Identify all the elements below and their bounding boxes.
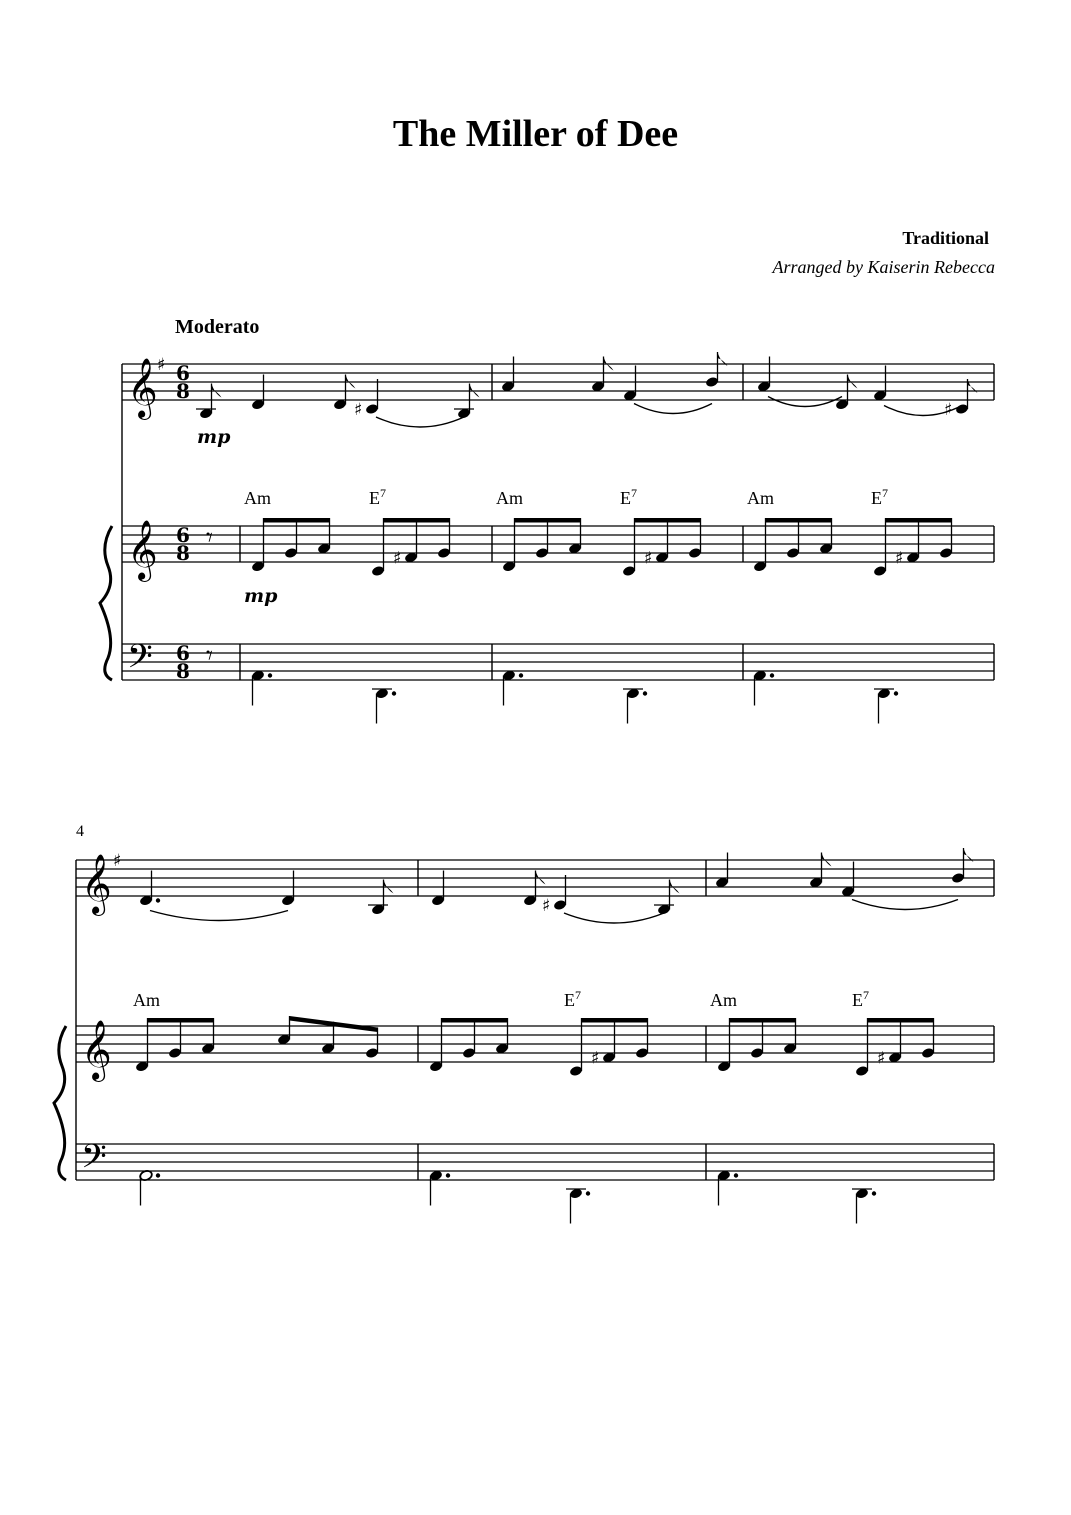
chord-symbol: Am: [496, 488, 523, 508]
beam: [442, 1018, 508, 1023]
time-signature-top: 6: [176, 641, 190, 665]
sharp-accidental: ♯: [354, 400, 363, 420]
time-signature-bottom: 8: [176, 541, 190, 565]
beam: [148, 1018, 214, 1023]
chord-symbol: Am: [747, 488, 774, 508]
beam: [582, 1018, 648, 1023]
dot: [894, 691, 898, 695]
piano-brace: [54, 1026, 66, 1180]
dot: [268, 673, 272, 677]
treble-clef: 𝄞: [127, 520, 158, 580]
dot: [872, 1191, 876, 1195]
tie: [634, 404, 712, 414]
dot: [446, 1173, 450, 1177]
time-signature-top: 6: [176, 361, 190, 385]
time-signature-top: 6: [176, 523, 190, 547]
tie: [852, 900, 958, 910]
dot: [770, 673, 774, 677]
chord-symbol: Am: [710, 990, 737, 1010]
tie: [150, 911, 288, 921]
sharp-accidental: ♯: [895, 548, 904, 569]
measure-number: 4: [76, 823, 84, 840]
chord-symbol: Am: [133, 990, 160, 1010]
beam: [264, 518, 330, 523]
eighth-rest: 𝄾: [206, 523, 213, 553]
dot: [643, 691, 647, 695]
time-signature-bottom: 8: [176, 659, 190, 683]
sharp-accidental: ♯: [877, 1048, 886, 1069]
chord-symbol: $E^7$: [564, 988, 581, 1010]
bass-clef: 𝄢: [81, 1138, 107, 1184]
treble-clef: 𝄞: [127, 358, 158, 418]
composer-credit: Traditional: [902, 228, 989, 248]
dot: [392, 691, 396, 695]
dynamic-mp-piano: mp: [244, 585, 278, 607]
tie: [376, 417, 464, 427]
dot: [156, 1173, 160, 1177]
tie: [564, 913, 664, 923]
dot: [734, 1173, 738, 1177]
key-signature-sharp: ♯: [157, 355, 166, 375]
beam: [730, 1018, 796, 1023]
treble-clef: 𝄞: [81, 1020, 112, 1080]
chord-symbol: Am: [244, 488, 271, 508]
bass-clef: 𝄢: [127, 638, 153, 684]
beam: [515, 518, 581, 523]
tie: [768, 397, 842, 407]
dot: [586, 1191, 590, 1195]
dot: [519, 673, 523, 677]
arranger-credit: Arranged by Kaiserin Rebecca: [772, 257, 995, 277]
beam: [868, 1018, 934, 1023]
chord-symbol: $E^7$: [369, 486, 386, 508]
chord-symbol: $E^7$: [852, 988, 869, 1010]
tempo-marking: Moderato: [175, 316, 260, 338]
sharp-accidental: ♯: [393, 548, 402, 569]
dynamic-mp-melody: mp: [197, 426, 231, 448]
score-title: The Miller of Dee: [392, 113, 679, 155]
eighth-rest: 𝄾: [206, 641, 213, 671]
dot: [156, 898, 160, 902]
beam: [886, 518, 952, 523]
chord-symbol: $E^7$: [620, 486, 637, 508]
sharp-accidental: ♯: [644, 548, 653, 569]
sharp-accidental: ♯: [542, 896, 551, 916]
sharp-accidental: ♯: [944, 400, 953, 420]
beam: [635, 518, 701, 523]
treble-clef: 𝄞: [81, 854, 112, 914]
piano-brace: [100, 526, 112, 680]
sharp-accidental: ♯: [591, 1048, 600, 1069]
time-signature-bottom: 8: [176, 379, 190, 403]
key-signature-sharp: ♯: [113, 851, 122, 871]
chord-symbol: $E^7$: [871, 486, 888, 508]
beam: [766, 518, 832, 523]
beam: [384, 518, 450, 523]
